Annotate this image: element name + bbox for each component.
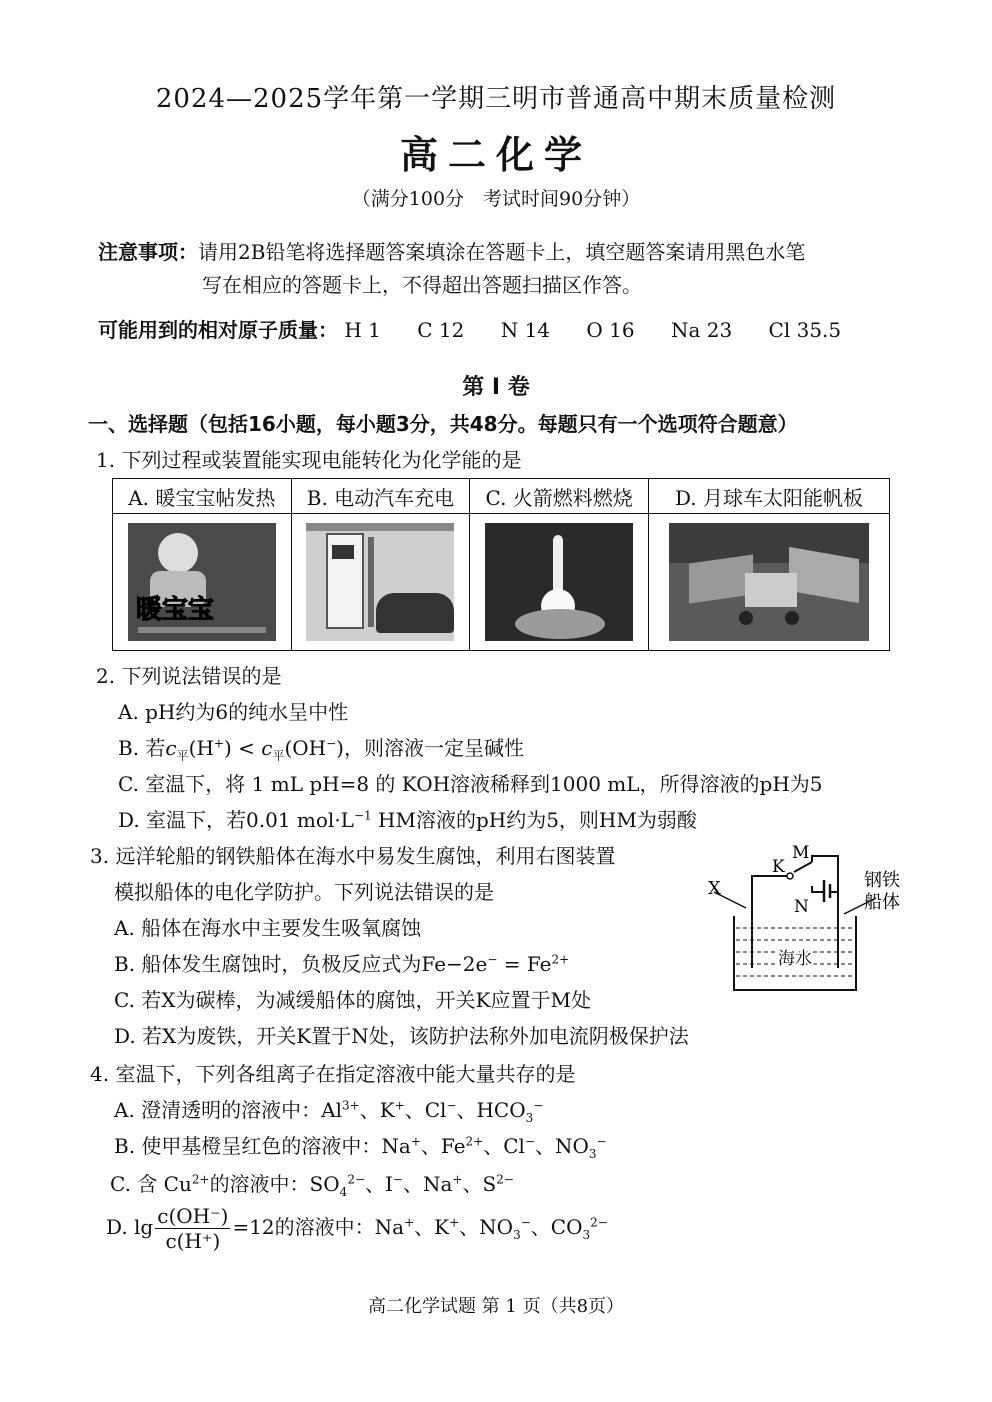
q4-a-sup: + (394, 1098, 405, 1113)
fraction-denominator: c(H⁺) (165, 1229, 221, 1253)
label-k: K (772, 857, 785, 877)
label-hull-2: 船体 (864, 892, 900, 913)
q3-b-text: B. 船体发生腐蚀时，负极反应式为Fe−2e (114, 952, 488, 976)
fraction-numerator: c(OH⁻) (157, 1204, 229, 1228)
q4-stem: 4. 室温下，下列各组离子在指定溶液中能大量共存的是 (90, 1062, 576, 1086)
q2-b-sup: + (213, 736, 224, 751)
q2-b-text: (H (188, 736, 214, 760)
q4-d-sup: + (449, 1215, 460, 1230)
q3-option-b (114, 948, 569, 977)
q4-b-text: 、Fe (420, 1134, 466, 1158)
volume-heading: 第 Ⅰ 卷 (462, 375, 530, 400)
q4-a-text: 、Cl (404, 1098, 447, 1122)
q2-b-text: B. 若 (118, 736, 166, 760)
q4-c-text: 、S (462, 1172, 497, 1196)
q4-c-sup: − (392, 1172, 403, 1187)
q4-a-sup: − (446, 1098, 457, 1113)
q2-b-text: ) < (223, 736, 262, 760)
q4-a-sub: 3 (525, 1111, 534, 1125)
q3-option-d: D. 若X为废铁，开关K置于N处，该防护法称外加电流阴极保护法 (114, 1024, 689, 1048)
q4-a-text: 、HCO (456, 1098, 526, 1122)
q1-photo-cell-d (648, 514, 889, 651)
q4-d-text: 、K (414, 1215, 450, 1239)
subject-title: 高二化学 (399, 132, 592, 177)
q2-option-a: A. pH约为6的纯水呈中性 (118, 700, 349, 724)
q4-b-text: B. 使甲基橙呈红色的溶液中：Na (114, 1134, 411, 1158)
q4-d-text: 、NO (459, 1215, 514, 1239)
q2-b-sub: 平 (176, 749, 189, 763)
wire-n (812, 886, 824, 892)
label-n: N (794, 897, 809, 917)
q2-d-sup: −1 (353, 808, 372, 823)
q1-stem: 1. 下列过程或装置能实现电能转化为化学能的是 (96, 448, 522, 472)
q4-c-sup: 2− (496, 1172, 514, 1187)
q4-c-sub: 4 (339, 1185, 348, 1199)
q1-photo-cell-b (291, 514, 470, 651)
q4-d-text: =12的溶液中：Na (232, 1215, 405, 1239)
mass-item: N 14 (500, 318, 551, 342)
mass-item: O 16 (586, 318, 635, 342)
q3-b-sup: − (487, 952, 498, 967)
q4-d-sup: + (404, 1215, 415, 1230)
q4-d-sup: 2− (590, 1215, 608, 1230)
q4-b-sup: 2+ (465, 1134, 484, 1149)
exam-title: 2024—2025学年第一学期三明市普通高中期末质量检测 (155, 84, 837, 114)
q4-option-c (110, 1168, 514, 1199)
q4-a-sup: − (533, 1098, 544, 1113)
hand-warmer-brand-text: 暖宝宝 (135, 595, 214, 625)
q4-d-text: D. lg (106, 1215, 154, 1239)
q4-b-text: 、Cl (483, 1134, 525, 1158)
label-hull-1: 钢铁 (864, 870, 900, 891)
q4-option-b (114, 1130, 607, 1161)
q1-option-d: D. 月球车太阳能帆板 (648, 479, 889, 514)
q4-d-sub: 3 (582, 1228, 591, 1242)
masses-label: 可能用到的相对原子质量： (98, 318, 338, 342)
q4-d-sub: 3 (513, 1228, 521, 1242)
label-seawater: 海水 (778, 949, 812, 969)
q1-option-table (112, 478, 890, 651)
page-footer: 高二化学试题 第 1 页（共8页） (367, 1296, 625, 1317)
exam-meta: （满分100分 考试时间90分钟） (351, 188, 641, 210)
q2-b-sup: − (326, 736, 337, 751)
q4-b-sup: + (410, 1134, 421, 1149)
notice (98, 236, 918, 302)
switch-k (794, 862, 812, 872)
q4-d-sup: − (520, 1215, 531, 1230)
notice-label: 注意事项： (98, 240, 198, 264)
rocket-launch-photo (485, 523, 633, 641)
q4-a-sup: 3+ (342, 1098, 360, 1113)
q3-stem-line1: 3. 远洋轮船的钢铁船体在海水中易发生腐蚀，利用右图装置 (90, 844, 616, 868)
hand-warmer-photo (128, 523, 276, 641)
q1-option-a: A. 暖宝宝帖发热 (113, 479, 292, 514)
q4-a-text: 、K (359, 1098, 395, 1122)
q4-c-sup: 2+ (191, 1172, 210, 1187)
q2-b-text: )，则溶液一定呈碱性 (336, 736, 524, 760)
q1-option-b: B. 电动汽车充电 (291, 479, 470, 514)
switch-pivot (787, 873, 793, 879)
mass-item: C 12 (417, 318, 465, 342)
q4-b-sup: − (524, 1134, 535, 1149)
q4-b-sup: − (596, 1134, 607, 1149)
q2-option-c: C. 室温下，将 1 mL pH=8 的 KOH溶液稀释到1000 mL，所得溶液的pH为5 (118, 772, 823, 796)
notice-line1: 请用2B铅笔将选择题答案填涂在答题卡上，填空题答案请用黑色水笔 (198, 240, 806, 264)
q3-b-text: = Fe (497, 952, 552, 976)
q1-option-c: C. 火箭燃料燃烧 (470, 479, 649, 514)
mass-item: Cl 35.5 (768, 318, 842, 342)
q2-b-text: (OH (284, 736, 327, 760)
q2-option-b (118, 732, 524, 764)
q3-b-sup: 2+ (551, 952, 570, 967)
q4-option-d (106, 1204, 608, 1253)
label-m: M (792, 843, 810, 863)
q3-stem-line2: 模拟船体的电化学防护。下列说法错误的是 (114, 880, 494, 904)
notice-line2: 写在相应的答题卡上，不得超出答题扫描区作答。 (202, 273, 642, 297)
q3-option-a: A. 船体在海水中主要发生吸氧腐蚀 (114, 916, 422, 940)
q1-photo-cell-a (113, 514, 292, 651)
mass-item: H 1 (344, 318, 381, 342)
q4-c-text: 的溶液中：SO (209, 1172, 340, 1196)
q4-option-a (114, 1094, 543, 1125)
ev-charger-photo (306, 523, 454, 641)
q4-c-text: 、Na (402, 1172, 453, 1196)
q2-stem: 2. 下列说法错误的是 (96, 664, 282, 688)
q2-option-d (118, 804, 697, 833)
q2-b-c: c (165, 736, 177, 760)
q2-d-text: HM溶液的pH约为5，则HM为弱酸 (371, 808, 697, 832)
q4-b-text: 、NO (535, 1134, 589, 1158)
label-x: X (708, 878, 721, 899)
q4-c-sup: 2− (347, 1172, 366, 1187)
wire-x (752, 876, 788, 894)
q4-c-sup: + (452, 1172, 463, 1187)
atomic-masses (98, 314, 841, 343)
q4-b-sub: 3 (588, 1147, 597, 1161)
q4-c-text: C. 含 Cu (110, 1172, 192, 1196)
q2-b-c: c (261, 736, 273, 760)
q4-c-text: 、I (365, 1172, 393, 1196)
mass-item: Na 23 (670, 318, 733, 342)
q4-d-text: 、CO (530, 1215, 583, 1239)
lunar-rover-photo (669, 523, 869, 641)
q4-d-fraction (155, 1204, 230, 1253)
q2-b-sub: 平 (272, 749, 285, 763)
q1-photo-cell-c (470, 514, 649, 651)
q3-option-c: C. 若X为碳棒，为减缓船体的腐蚀，开关K应置于M处 (114, 988, 591, 1012)
q3-apparatus-diagram (700, 836, 910, 1000)
q4-a-text: A. 澄清透明的溶液中：Al (114, 1098, 342, 1122)
section-heading: 一、选择题（包括16小题，每小题3分，共48分。每题只有一个选项符合题意） (88, 412, 798, 436)
q2-d-text: D. 室温下，若0.01 mol·L (118, 808, 354, 832)
